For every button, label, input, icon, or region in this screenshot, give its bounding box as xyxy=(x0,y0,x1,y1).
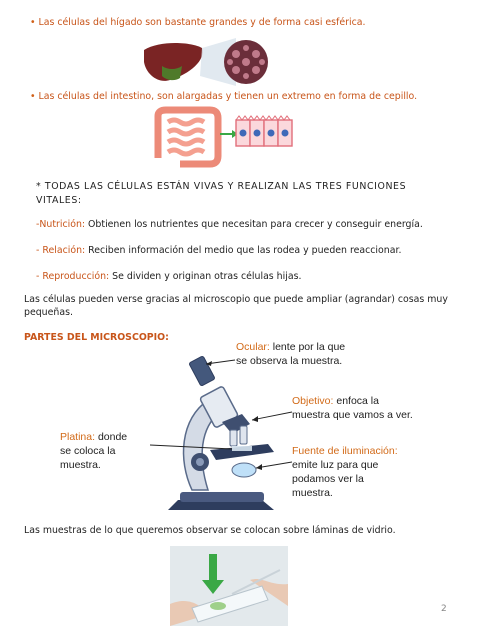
bullet-intestine-text: Las células del intestino, son alargadas y tienen un extremo en forma de cepillo. xyxy=(38,91,418,102)
bullet-marker: • xyxy=(30,91,36,102)
liver-illustration xyxy=(140,36,270,88)
function-label: -Nutrición: xyxy=(36,219,86,230)
function-text: Obtienen los nutrientes que necesitan para crecer y conseguir energía. xyxy=(85,219,423,230)
fuente-label: Fuente de iluminación: xyxy=(292,445,398,457)
ocular-line2: se observa la muestra. xyxy=(236,355,343,367)
objetivo-line1: enfoca la xyxy=(333,395,379,407)
functions-heading-line1: * TODAS LAS CÉLULAS ESTÁN VIVAS Y REALIZAN LAS TRES FUNCIONES xyxy=(36,181,407,192)
platina-line3: muestra. xyxy=(60,459,101,471)
callout-platina xyxy=(60,430,127,472)
function-reproduccion xyxy=(36,270,301,283)
samples-text: Las muestras de lo que queremos observar se colocan sobre láminas de vidrio. xyxy=(24,525,396,536)
platina-label: Platina: xyxy=(60,431,96,443)
ocular-label: Ocular: xyxy=(236,341,270,353)
bullet-liver-text: Las células del hígado son bastante grandes y de forma casi esférica. xyxy=(38,17,366,28)
function-text: Se dividen y originan otras células hijas. xyxy=(109,271,302,282)
functions-heading xyxy=(36,180,406,208)
objetivo-label: Objetivo: xyxy=(292,395,334,407)
functions-heading-line2: VITALES: xyxy=(36,195,82,206)
microscope-intro xyxy=(24,293,448,319)
parts-title: PARTES DEL MICROSCOPIO: xyxy=(24,332,169,343)
intestine-illustration xyxy=(150,106,300,168)
slide-photo xyxy=(170,546,288,626)
bullet-liver xyxy=(30,16,365,29)
function-text: Reciben información del medio que las rodea y pueden reaccionar. xyxy=(85,245,402,256)
page-number: 2 xyxy=(441,604,447,614)
function-relacion xyxy=(36,244,401,257)
fuente-line2: podamos ver la xyxy=(292,473,364,485)
bullet-intestine xyxy=(30,90,417,103)
microscope-intro-line2: pequeñas. xyxy=(24,307,73,318)
microscope-intro-line1: Las células pueden verse gracias al microscopio que puede ampliar (agrandar) cosas muy xyxy=(24,294,448,305)
callout-objetivo xyxy=(292,394,413,422)
function-label: - Relación: xyxy=(36,245,86,256)
callout-fuente xyxy=(292,444,398,500)
function-label: - Reproducción: xyxy=(36,271,110,282)
bullet-marker: • xyxy=(30,17,36,28)
platina-line1: donde xyxy=(95,431,128,443)
platina-line2: se coloca la xyxy=(60,445,116,457)
fuente-line1: emite luz para que xyxy=(292,459,379,471)
objetivo-line2: muestra que vamos a ver. xyxy=(292,409,413,421)
ocular-line1: lente por la que xyxy=(269,341,346,353)
fuente-line3: muestra. xyxy=(292,487,333,499)
function-nutricion xyxy=(36,218,423,231)
microscope-illustration xyxy=(150,350,300,515)
